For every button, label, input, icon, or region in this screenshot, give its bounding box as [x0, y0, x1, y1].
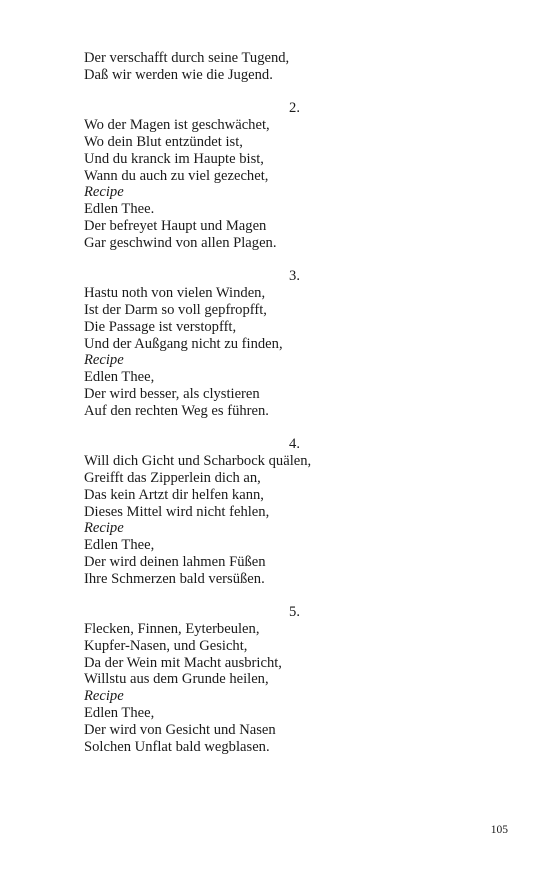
- page-number: 105: [490, 824, 508, 836]
- verse-line: Und du kranck im Haupte bist,: [84, 150, 264, 167]
- recipe-line: Recipe: [84, 184, 124, 201]
- poem-text: [84, 50, 384, 755]
- verse-line: Der befreyet Haupt und Magen: [84, 217, 267, 234]
- stanza-number: 4.: [289, 436, 300, 453]
- stanza-number: 5.: [289, 604, 300, 621]
- verse-line: Da der Wein mit Macht ausbricht,: [84, 654, 282, 671]
- verse-line: Die Passage ist verstopfft,: [84, 318, 237, 335]
- stanza-number: 2.: [289, 100, 300, 117]
- recipe-line: Recipe: [84, 520, 124, 537]
- verse-line: Hastu noth von vielen Winden,: [84, 285, 266, 302]
- verse-line: Will dich Gicht und Scharbock quälen,: [84, 453, 312, 470]
- verse-line: Das kein Artzt dir helfen kann,: [84, 486, 264, 503]
- verse-line: Willstu aus dem Grunde heilen,: [84, 671, 269, 688]
- stanza-number: 3.: [289, 268, 300, 285]
- verse-line: Solchen Unflat bald wegblasen.: [84, 738, 270, 755]
- verse-line: Edlen Thee,: [84, 369, 155, 386]
- verse-line: Wann du auch zu viel gezechet,: [84, 167, 269, 184]
- verse-line: Wo dein Blut entzündet ist,: [84, 133, 243, 150]
- recipe-line: Recipe: [84, 352, 124, 369]
- verse-line: Der wird deinen lahmen Füßen: [84, 553, 266, 570]
- verse-line: Greifft das Zipperlein dich an,: [84, 469, 261, 486]
- verse-line: Ist der Darm so voll gepfropfft,: [84, 301, 267, 318]
- verse-line: Auf den rechten Weg es führen.: [84, 402, 269, 419]
- verse-line: Flecken, Finnen, Eyterbeulen,: [84, 621, 260, 638]
- verse-line: Edlen Thee.: [84, 201, 155, 218]
- verse-line: Der wird besser, als clystieren: [84, 385, 260, 402]
- verse-line: Der wird von Gesicht und Nasen: [84, 721, 276, 738]
- intro-line: Der verschafft durch seine Tugend,: [84, 50, 290, 66]
- recipe-line: Recipe: [84, 688, 124, 705]
- verse-line: Ihre Schmerzen bald versüßen.: [84, 570, 265, 587]
- intro-line: Daß wir werden wie die Jugend.: [84, 66, 273, 83]
- verse-line: Dieses Mittel wird nicht fehlen,: [84, 503, 270, 520]
- verse-line: Edlen Thee,: [84, 705, 155, 722]
- verse-line: Kupfer-Nasen, und Gesicht,: [84, 637, 248, 654]
- verse-line: Edlen Thee,: [84, 537, 155, 554]
- verse-line: Wo der Magen ist geschwächet,: [84, 117, 270, 134]
- verse-line: Und der Außgang nicht zu finden,: [84, 335, 283, 352]
- verse-line: Gar geschwind von allen Plagen.: [84, 234, 277, 251]
